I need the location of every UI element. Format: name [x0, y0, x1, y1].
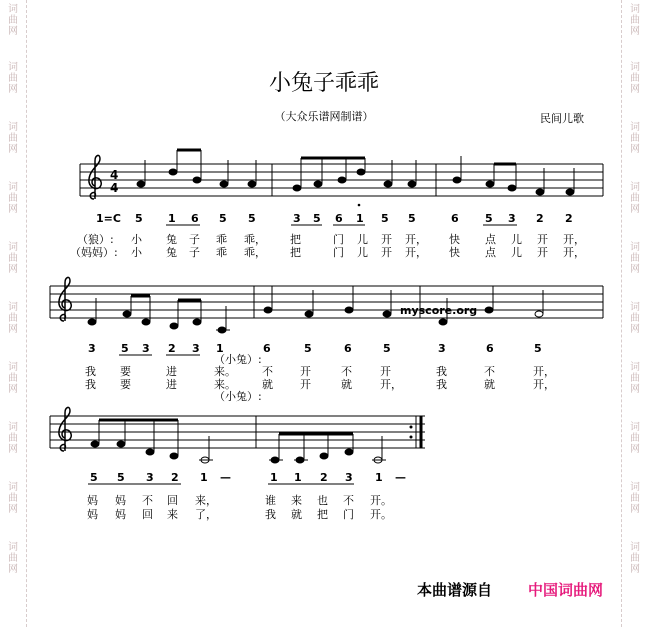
- lyric: 小: [131, 233, 142, 246]
- watermark-text: 词 曲 网: [8, 302, 18, 335]
- watermark-text: 词 曲 网: [630, 182, 640, 215]
- solfege-note: 1: [200, 471, 208, 484]
- lyric: 开，: [563, 246, 585, 259]
- solfege-note: 6: [344, 342, 352, 355]
- key-signature: 1=C: [96, 212, 121, 225]
- lyric: 兔: [166, 233, 177, 246]
- lyric: 小: [131, 246, 142, 259]
- solfege-note: 3: [88, 342, 96, 355]
- lyric: 就: [291, 508, 302, 521]
- lyric: 门: [333, 233, 344, 246]
- lyric: 开: [380, 365, 391, 378]
- lyric: 兔: [166, 246, 177, 259]
- watermark-text: 词 曲 网: [630, 302, 640, 335]
- part-label: （狼）:: [77, 233, 114, 246]
- solfege-note: 1: [216, 342, 224, 355]
- watermark-text: 词 曲 网: [8, 182, 18, 215]
- watermark-text: 词 曲 网: [630, 422, 640, 455]
- lyric: 不: [343, 494, 354, 507]
- solfege-note: 3: [293, 212, 301, 225]
- lyric: 回: [167, 494, 178, 507]
- lyric: 开。: [370, 508, 392, 521]
- lyric: 妈: [115, 494, 126, 507]
- solfege-note: 3: [146, 471, 154, 484]
- lyric: 点: [485, 233, 496, 246]
- watermark-text: 词 曲 网: [630, 242, 640, 275]
- watermark-text: 词 曲 网: [8, 242, 18, 275]
- solfege-note: 5: [117, 471, 125, 484]
- solfege-note: 2: [536, 212, 544, 225]
- lyric: 开，: [405, 246, 427, 259]
- site-name-link[interactable]: 中国词曲网: [528, 581, 604, 599]
- lyric: 妈: [87, 494, 98, 507]
- solfege-note: 3: [192, 342, 200, 355]
- watermark-text: 词 曲 网: [630, 482, 640, 515]
- lyric: 就: [484, 378, 495, 391]
- lyric: 把: [317, 508, 328, 521]
- lyric: 来: [167, 508, 178, 521]
- watermark-text: 词 曲 网: [8, 422, 18, 455]
- lyric: 儿: [357, 233, 368, 246]
- dash-mark: —: [220, 471, 231, 484]
- lyric: 要: [120, 378, 131, 391]
- lyric: 不: [341, 365, 352, 378]
- lyric: 谁: [265, 494, 276, 507]
- song-title: 小兔子乖乖: [268, 71, 379, 96]
- lyric: 开，: [405, 233, 427, 246]
- lyric: 把: [290, 246, 301, 259]
- lyric: 开，: [533, 365, 555, 378]
- lyric: 开。: [370, 494, 392, 507]
- solfege-note: 6: [335, 212, 343, 225]
- solfege-note: 5: [383, 342, 391, 355]
- solfege-note: 6: [486, 342, 494, 355]
- lyric: 开: [381, 246, 392, 259]
- lyrics-system-3-line-2: [87, 507, 392, 521]
- time-signature-top: 4: [110, 168, 119, 182]
- lyric: 门: [333, 246, 344, 259]
- solfege-note: 2: [171, 471, 179, 484]
- watermark-text: 词 曲 网: [630, 4, 640, 37]
- solfege-note: 5: [248, 212, 256, 225]
- lyric: 回: [142, 508, 153, 521]
- solfege-note: 1: [294, 471, 302, 484]
- lyric: 开: [537, 233, 548, 246]
- watermark-text: 词 曲 网: [630, 122, 640, 155]
- staff-system-2: [50, 286, 603, 318]
- lyric: 进: [166, 365, 177, 378]
- lyric: 快: [449, 246, 460, 259]
- lyric: 来，: [195, 494, 217, 507]
- solfege-system-3: [90, 471, 406, 484]
- solfege-note: 5: [381, 212, 389, 225]
- lyric: 来。: [214, 378, 236, 391]
- lyric: 就: [341, 378, 352, 391]
- lyric: 乖: [216, 233, 227, 246]
- lyric: 我: [436, 378, 447, 391]
- watermark-text: 词 曲 网: [630, 362, 640, 395]
- lyric: 开: [300, 378, 311, 391]
- solfege-system-1: [135, 212, 573, 225]
- lyric: 乖，: [244, 233, 266, 246]
- solfege-note: 5: [90, 471, 98, 484]
- lyric: 门: [343, 508, 354, 521]
- lyric: 儿: [357, 246, 368, 259]
- lyric: 不: [262, 365, 273, 378]
- solfege-note: 3: [508, 212, 516, 225]
- lyric: 我: [85, 378, 96, 391]
- lyric: 也: [317, 494, 328, 507]
- lyric: 快: [449, 233, 460, 246]
- solfege-note: 6: [451, 212, 459, 225]
- solfege-note: 1: [356, 212, 364, 225]
- lyric: 开，: [563, 233, 585, 246]
- solfege-note: 2: [168, 342, 176, 355]
- lyric: 开: [300, 365, 311, 378]
- notes-system-3: [91, 420, 386, 463]
- solfege-note: 5: [219, 212, 227, 225]
- lyric: 儿: [511, 246, 522, 259]
- solfege-note: 2: [320, 471, 328, 484]
- watermark-text: 词 曲 网: [8, 4, 18, 37]
- solfege-note: 5: [485, 212, 493, 225]
- source-label: 本曲谱源自: [417, 581, 493, 599]
- solfege-system-2: [88, 342, 542, 355]
- part-label: （小兔）:: [214, 390, 262, 403]
- lyric: 就: [262, 378, 273, 391]
- lyric: 我: [85, 365, 96, 378]
- lyrics-system-2-line-1: [85, 364, 555, 378]
- solfege-note: 6: [191, 212, 199, 225]
- site-mark: myscore.org: [400, 304, 478, 317]
- lyrics-system-1-line-1: [131, 232, 585, 246]
- lyric: 儿: [511, 233, 522, 246]
- solfege-note: 5: [534, 342, 542, 355]
- solfege-note: 1: [270, 471, 278, 484]
- lyric: 开，: [533, 378, 555, 391]
- lyrics-system-3-line-1: [87, 493, 392, 507]
- lyric: 来。: [214, 365, 236, 378]
- solfege-note: 5: [408, 212, 416, 225]
- lyrics-system-1-line-2: [131, 245, 585, 259]
- solfege-note: 1: [168, 212, 176, 225]
- lyric: 不: [484, 365, 495, 378]
- lyric: 开: [381, 233, 392, 246]
- lyric: 妈: [87, 508, 98, 521]
- lyric: 开: [537, 246, 548, 259]
- lyric: 子: [189, 233, 200, 246]
- watermark-text: 词 曲 网: [8, 542, 18, 575]
- part-label: （小兔）:: [214, 353, 262, 366]
- solfege-note: 3: [345, 471, 353, 484]
- part-label: （妈妈）:: [70, 246, 118, 259]
- lyric: 要: [120, 365, 131, 378]
- lyric: 乖，: [244, 246, 266, 259]
- watermark-text: 词 曲 网: [630, 62, 640, 95]
- lyric: 不: [142, 494, 153, 507]
- solfege-note: 5: [313, 212, 321, 225]
- watermark-text: 词 曲 网: [630, 542, 640, 575]
- solfege-note: 5: [135, 212, 143, 225]
- solfege-note: 3: [438, 342, 446, 355]
- lyric: 来: [291, 494, 302, 507]
- watermark-text: 词 曲 网: [8, 482, 18, 515]
- lyric: 进: [166, 378, 177, 391]
- lyric: 我: [436, 365, 447, 378]
- watermark-text: 词 曲 网: [8, 362, 18, 395]
- lyric: 我: [265, 508, 276, 521]
- lyric: 开，: [380, 378, 402, 391]
- lyric: 妈: [115, 508, 126, 521]
- composer-credit: 民间儿歌: [540, 112, 584, 125]
- solfege-note: 2: [565, 212, 573, 225]
- song-subtitle: （大众乐谱网制谱）: [274, 110, 374, 123]
- solfege-note: 6: [263, 342, 271, 355]
- lyrics-system-2-line-2: [85, 377, 555, 391]
- solfege-note: 5: [304, 342, 312, 355]
- lyric: 子: [189, 246, 200, 259]
- dash-mark: —: [395, 471, 406, 484]
- lyric: 了，: [195, 508, 217, 521]
- watermark-text: 词 曲 网: [8, 122, 18, 155]
- lyric: 点: [485, 246, 496, 259]
- solfege-note: 5: [121, 342, 129, 355]
- lyric: 乖: [216, 246, 227, 259]
- lyric: 把: [290, 233, 301, 246]
- solfege-note: 3: [142, 342, 150, 355]
- solfege-note: 1: [375, 471, 383, 484]
- time-signature-bottom: 4: [110, 181, 119, 195]
- watermark-text: 词 曲 网: [8, 62, 18, 95]
